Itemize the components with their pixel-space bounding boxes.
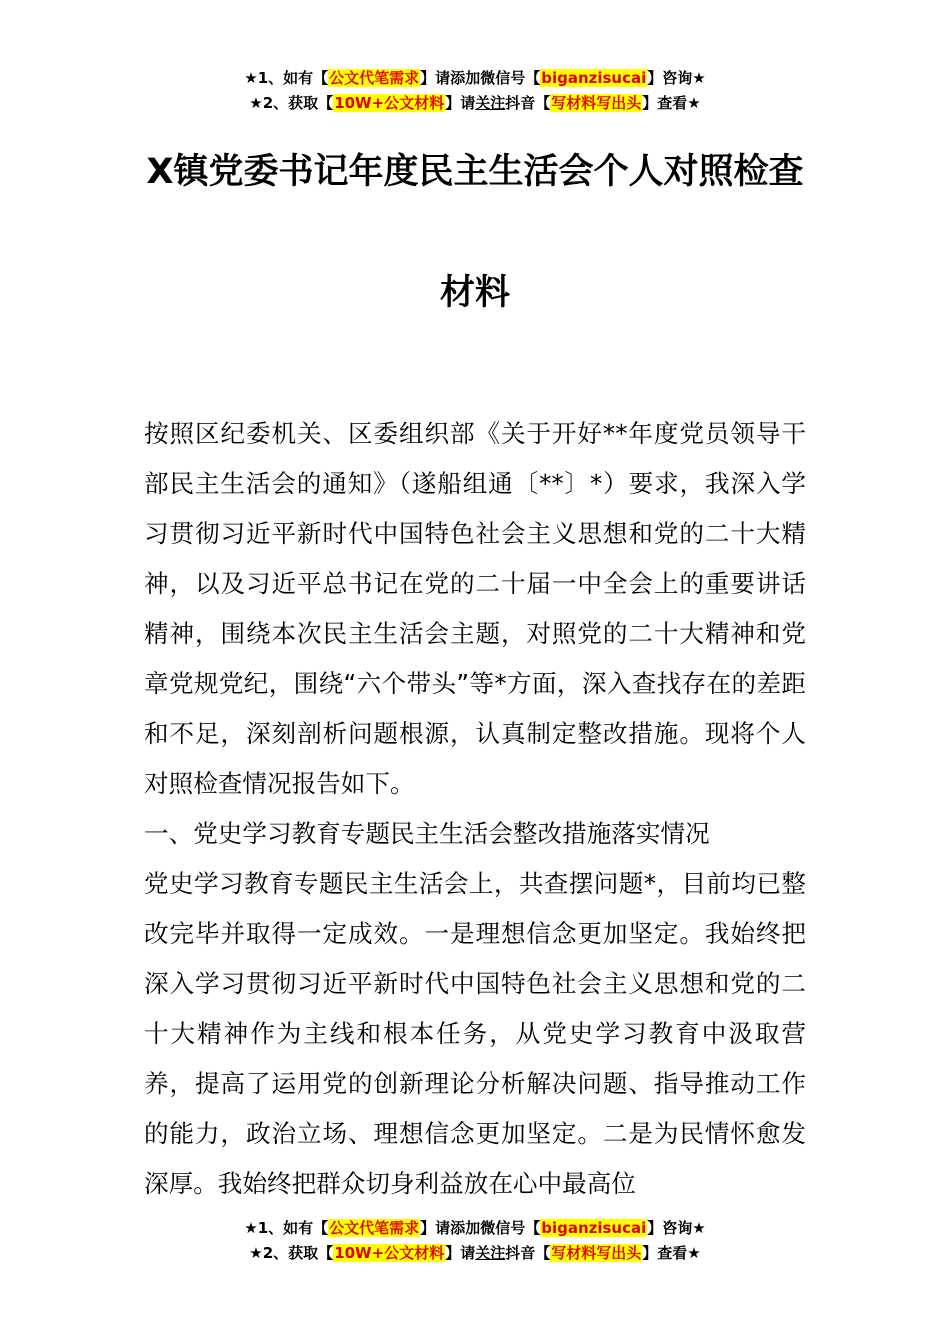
banner-text: ★1、如有【 <box>244 1219 329 1237</box>
banner-text: 】请添 <box>420 1219 466 1237</box>
highlight-wechat-id: biganzisucai <box>541 69 647 87</box>
document-body <box>144 409 806 1209</box>
highlight-materials: 10W+公文材料 <box>334 1244 445 1262</box>
banner-line-1 <box>0 1216 950 1241</box>
banner-text: 】查看★ <box>642 94 701 112</box>
highlight-service: 公文代笔需求 <box>329 1219 420 1237</box>
banner-text: 】请 <box>445 1244 476 1262</box>
document-title-line-2: 材料 <box>439 273 510 313</box>
highlight-douyin-id: 写材料写出头 <box>551 94 642 112</box>
highlight-service: 公文代笔需求 <box>329 69 420 87</box>
banner-line-2 <box>0 1241 950 1266</box>
banner-text: 加 <box>465 1219 481 1237</box>
banner-text: 】查看★ <box>642 1244 701 1262</box>
banner-line-2 <box>0 91 950 116</box>
banner-text: 加 <box>465 69 481 87</box>
highlight-wechat-id: biganzisucai <box>541 1219 647 1237</box>
footer-banner <box>0 1216 950 1266</box>
banner-text: 关注 <box>475 94 506 112</box>
banner-text: 微信号【 <box>480 1219 541 1237</box>
paragraph-section-1: 党史学习教育专题民主生活会上，共查摆问题*，目前均已整改完毕并取得一定成效。一是理想信念更加坚定。我始终把深入学习贯彻习近平新时代中国特色社会主义思想和党的二十大精神作为主线和根本任务，从党史学习教育中汲取营养，提高了运用党的创新理论分析解决问题、指导推动工作的能力，政治立场、理想信念更加坚定。二是为民情怀愈发深厚。我始终把群众切身利益放在心中最高位 <box>144 869 806 1198</box>
banner-text: 】咨询★ <box>647 1219 706 1237</box>
banner-text: 】咨询★ <box>647 69 706 87</box>
banner-text: 关注 <box>475 1244 506 1262</box>
banner-text: 】请添 <box>420 69 466 87</box>
header-banner <box>0 66 950 116</box>
banner-text: ★1、如有【 <box>244 69 329 87</box>
banner-text: ★2、获取【 <box>249 1244 334 1262</box>
highlight-materials: 10W+公文材料 <box>334 94 445 112</box>
document-title-line-1: X镇党委书记年度民主生活会个人对照检查 <box>146 152 804 192</box>
banner-text: 微信号【 <box>480 69 541 87</box>
banner-line-1 <box>0 66 950 91</box>
banner-text: ★2、获取【 <box>249 94 334 112</box>
section-heading: 一、党史学习教育专题民主生活会整改措施落实情况 <box>144 819 710 848</box>
paragraph-intro: 按照区纪委机关、区委组织部《关于开好**年度党员领导干部民主生活会的通知》（遂船组通〔**〕*）要求，我深入学习贯彻习近平新时代中国特色社会主义思想和党的二十大精神，以及习近平总书记在党的二十届一中全会上的重要讲话精神，围绕本次民主生活会主题，对照党的二十大精神和党章党规党纪，围绕“六个带头”等*方面，深入查找存在的差距和不足，深刻剖析问题根源，认真制定整改措施。现将个人对照检查情况报告如下。 <box>144 419 806 798</box>
banner-text: 抖音【 <box>505 94 551 112</box>
highlight-douyin-id: 写材料写出头 <box>551 1244 642 1262</box>
banner-text: 】请 <box>445 94 476 112</box>
banner-text: 抖音【 <box>505 1244 551 1262</box>
